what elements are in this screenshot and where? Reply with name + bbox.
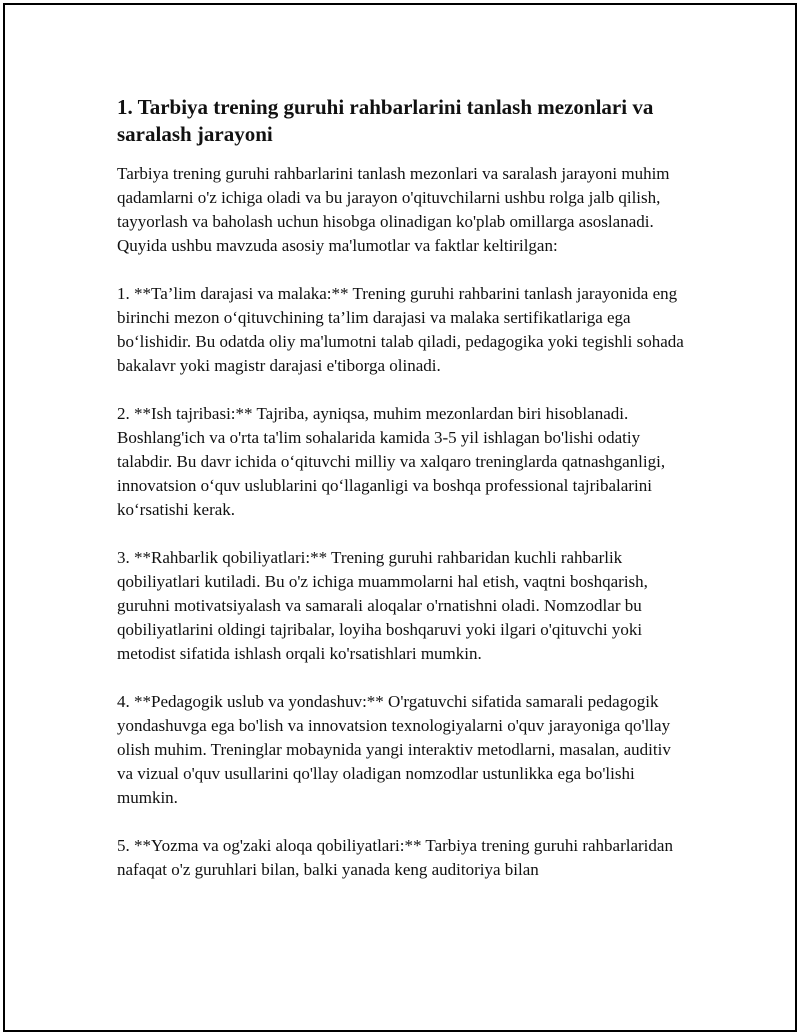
paragraph-leadership: 3. **Rahbarlik qobiliyatlari:** Trening guruhi rahbaridan kuchli rahbarlik qobiliyatlari kutiladi. Bu o'z ichiga muammolarni hal etish, vaqtni boshqarish, guruhni motivatsiyalash va samarali aloqalar o'rnatishni oladi. Nomzodlar bu qobiliyatlarini oldingi tajribalar, loyiha boshqaruvi yoki ilgari o'qituvchi yoki metodist sifatida ishlash orqali ko'rsatishlari mumkin. — [117, 548, 648, 663]
paragraph-pedagogy: 4. **Pedagogik uslub va yondashuv:** O'rgatuvchi sifatida samarali pedagogik yondashuvga ega bo'lish va innovatsion texnologiyalarni o'quv jarayoniga qo'llay olish muhim. Treninglar mobaynida yangi interaktiv metodlarni, masalan, auditiv va vizual o'quv usullarini qo'llay oladigan nomzodlar ustunlikka ega bo'lishi mumkin. — [117, 692, 671, 807]
intro-paragraph: Tarbiya trening guruhi rahbarlarini tanlash mezonlari va saralash jarayoni muhim qadamlarni o'z ichiga oladi va bu jarayon o'qituvchilarni ushbu rolga jalb qilish, tayyorlash va baholash uchun hisobga olinadigan ko'plab omillarga asoslanadi. Quyida ushbu mavzuda asosiy ma'lumotlar va faktlar keltirilgan: — [117, 164, 670, 255]
document-title: 1. Tarbiya trening guruhi rahbarlarini tanlash mezonlari va saralash jarayoni — [117, 95, 654, 146]
paragraph-experience: 2. **Ish tajribasi:** Tajriba, ayniqsa, muhim mezonlardan biri hisoblanadi. Boshlang'ich va o'rta ta'lim sohalarida kamida 3-5 yil ishlagan bo'lishi odatiy talabdir. Bu davr ichida o‘qituvchi milliy va xalqaro treninglarda qatnashganligi, innovatsion o‘quv uslublarini qo‘llaganligi va boshqa professional tajribalarini ko‘rsatishi kerak. — [117, 404, 666, 519]
paragraph-education: 1. **Ta’lim darajasi va malaka:** Trening guruhi rahbarini tanlash jarayonida eng birinchi mezon o‘qituvchining ta’lim darajasi va malaka sertifikatlariga ega bo‘lishidir. Bu odatda oliy ma'lumotni talab qiladi, pedagogika yoki tegishli sohada bakalavr yoki magistr darajasi e'tiborga olinadi. — [117, 284, 684, 375]
paragraph-communication: 5. **Yozma va og'zaki aloqa qobiliyatlari:** Tarbiya trening guruhi rahbarlaridan nafaqat o'z guruhlari bilan, balki yanada keng auditoriya bilan — [117, 836, 673, 879]
document-body — [117, 94, 687, 906]
